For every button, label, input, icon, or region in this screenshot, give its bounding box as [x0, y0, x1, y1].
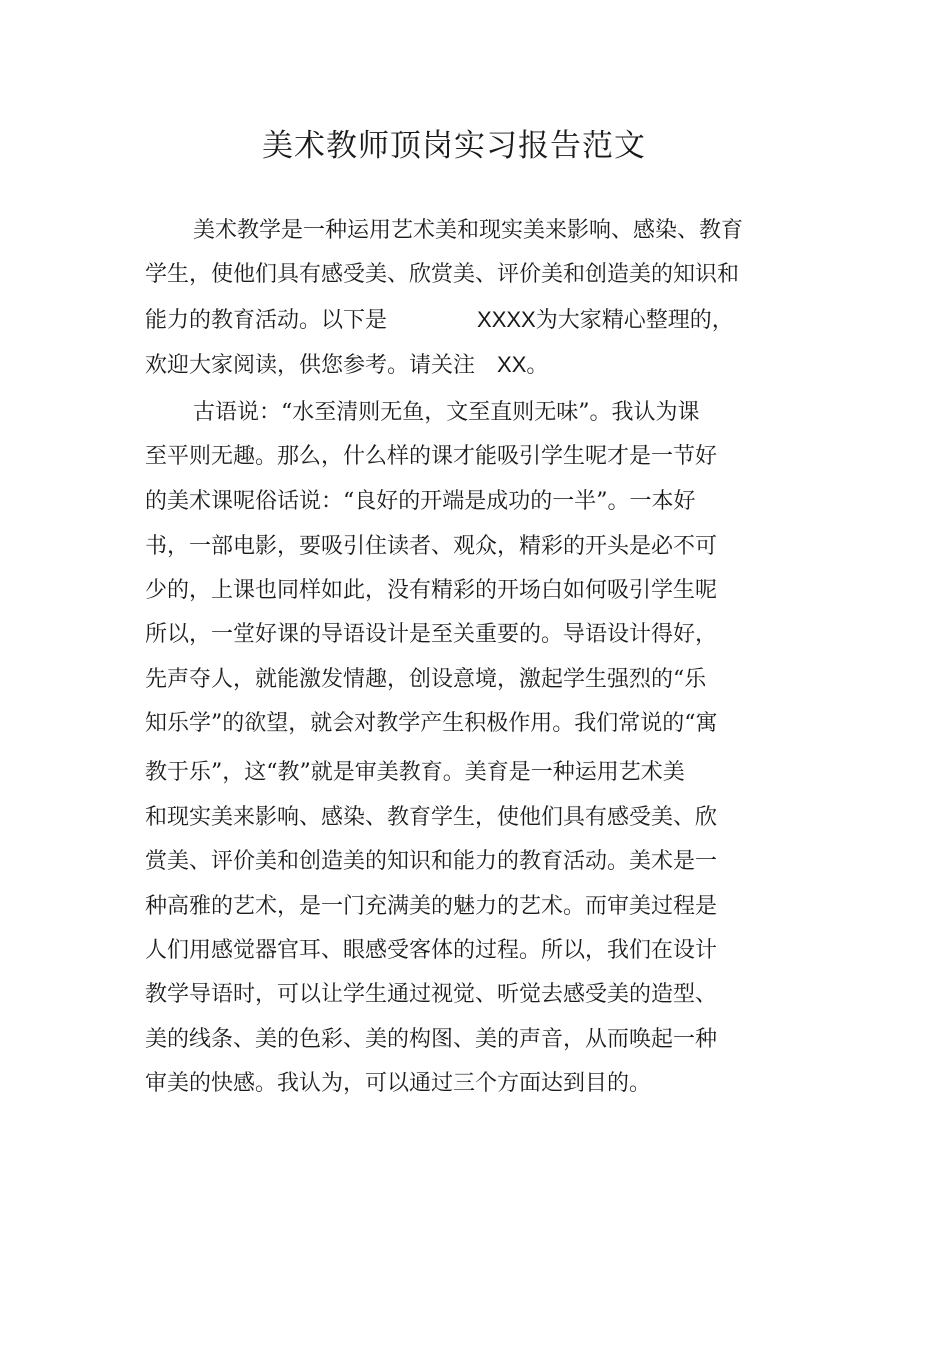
paragraph-2-line: 知乐学”的欲望，就会对教学产生积极作用。我们常说的“寓	[145, 711, 718, 736]
paragraph-2-line: 先声夺人，就能激发情趣，创设意境，激起学生强烈的“乐	[145, 667, 707, 692]
paragraph-2-line: 美的线条、美的色彩、美的构图、美的声音，从而唤起一种	[145, 1027, 718, 1052]
line-4-text-c: 。	[526, 353, 549, 378]
placeholder-xx: XX	[497, 352, 527, 377]
paragraph-2-line: 人们用感觉器官耳、眼感受客体的过程。所以，我们在设计	[145, 938, 718, 963]
paragraph-2-line: 所以，一堂好课的导语设计是至关重要的。导语设计得好，	[145, 622, 718, 647]
paragraph-1-line-3	[145, 305, 734, 336]
paragraph-2-line: 书，一部电影，要吸引住读者、观众，精彩的开头是必不可	[145, 534, 718, 559]
line-3-text-a: 能力的教育活动。以下是	[145, 308, 388, 333]
paragraph-2-line: 的美术课呢俗话说：“良好的开端是成功的一半”。一本好	[145, 489, 696, 514]
paragraph-2-line: 种高雅的艺术，是一门充满美的魅力的艺术。而审美过程是	[145, 894, 718, 919]
line-4-text-a: 欢迎大家阅读，供您参考。请关注	[145, 353, 476, 378]
paragraph-1-line-4	[145, 350, 548, 381]
paragraph-2-line: 审美的快感。我认为，可以通过三个方面达到目的。	[145, 1071, 652, 1096]
paragraph-1-line-2: 学生，使他们具有感受美、欣赏美、评价美和创造美的知识和	[145, 262, 740, 287]
document-title: 美术教师顶岗实习报告范文	[262, 128, 646, 164]
line-3-text-c: 为大家精心整理的，	[535, 308, 734, 333]
paragraph-1-line-1: 美术教学是一种运用艺术美和现实美来影响、感染、教育	[193, 218, 744, 243]
placeholder-xxxx: XXXX	[477, 307, 536, 332]
paragraph-2-line: 教于乐”，这“教”就是审美教育。美育是一种运用艺术美	[145, 760, 685, 785]
paragraph-2-line: 古语说：“水至清则无鱼，文至直则无味”。我认为课	[193, 400, 700, 425]
paragraph-2-line: 至平则无趣。那么，什么样的课才能吸引学生呢才是一节好	[145, 444, 718, 469]
paragraph-2-line: 少的，上课也同样如此，没有精彩的开场白如何吸引学生呢	[145, 578, 718, 603]
paragraph-2-line: 赏美、评价美和创造美的知识和能力的教育活动。美术是一	[145, 849, 718, 874]
paragraph-2-line: 和现实美来影响、感染、教育学生，使他们具有感受美、欣	[145, 805, 718, 830]
paragraph-2-line: 教学导语时，可以让学生通过视觉、听觉去感受美的造型、	[145, 982, 718, 1007]
